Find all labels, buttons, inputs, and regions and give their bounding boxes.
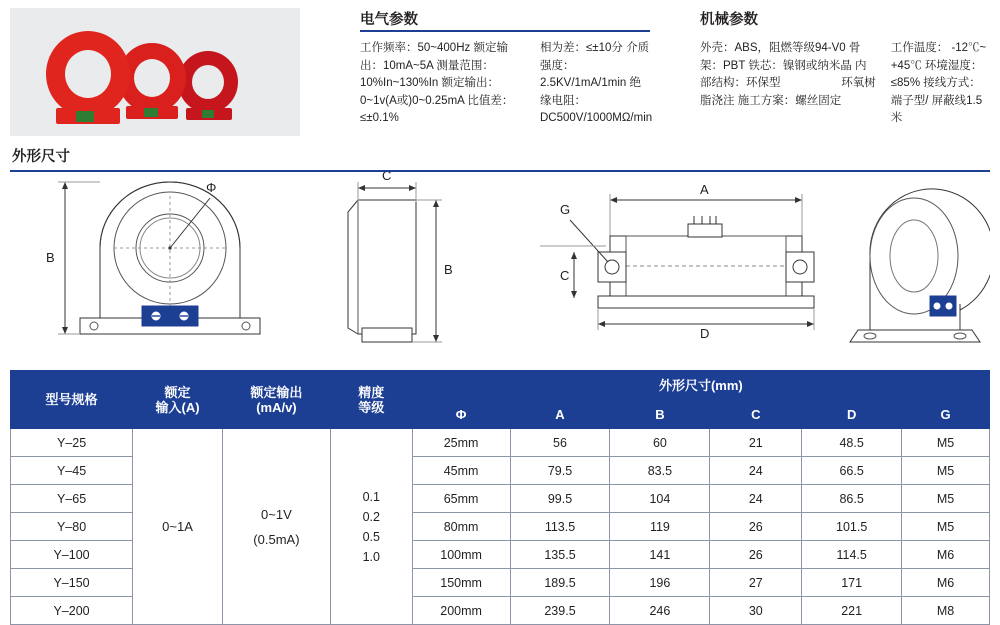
cell-c: 27 — [710, 569, 802, 597]
title-underline — [360, 30, 650, 32]
cell-phi: 80mm — [412, 513, 510, 541]
label-b: B — [444, 262, 453, 277]
section-title-dimensions: 外形尺寸 — [12, 149, 70, 165]
header-dim-d: D — [802, 400, 902, 429]
label-c: C — [382, 172, 392, 183]
cell-d: 48.5 — [802, 429, 902, 457]
cell-a: 239.5 — [510, 597, 610, 625]
cell-b: 104 — [610, 485, 710, 513]
cell-a: 56 — [510, 429, 610, 457]
cell-a: 79.5 — [510, 457, 610, 485]
label-b: B — [46, 250, 55, 265]
spec-col-text: 工作频率：50~400Hz 额定输出：10mA~5A 测量范围：10%In~130%In 额定输出：0~1v(A或)0~0.25mA 比值差：≤±0.1% — [360, 42, 514, 124]
cell-model: Y–65 — [11, 485, 133, 513]
cell-g: M6 — [902, 569, 990, 597]
header-dim-c: C — [710, 400, 802, 429]
cell-rated-input: 0~1A — [133, 429, 223, 625]
cell-g: M6 — [902, 541, 990, 569]
cell-c: 26 — [710, 541, 802, 569]
cell-c: 30 — [710, 597, 802, 625]
label-a: A — [700, 182, 709, 197]
cell-g: M5 — [902, 457, 990, 485]
cell-model: Y–45 — [11, 457, 133, 485]
cell-model: Y–150 — [11, 569, 133, 597]
cell-c: 24 — [710, 457, 802, 485]
header-dim-phi: Φ — [412, 400, 510, 429]
table-header-row — [11, 371, 990, 400]
product-photo — [10, 8, 300, 136]
cell-a: 189.5 — [510, 569, 610, 597]
label-d: D — [700, 326, 710, 341]
cell-phi: 100mm — [412, 541, 510, 569]
dimension-table — [10, 370, 990, 625]
cell-model: Y–100 — [11, 541, 133, 569]
cell-phi: 45mm — [412, 457, 510, 485]
cell-a: 135.5 — [510, 541, 610, 569]
header-dim-a: A — [510, 400, 610, 429]
cell-c: 21 — [710, 429, 802, 457]
spec-group-title: 机械参数 — [700, 12, 758, 28]
cell-d: 114.5 — [802, 541, 902, 569]
cell-model: Y–25 — [11, 429, 133, 457]
cell-rated-output — [222, 429, 330, 625]
cell-d: 101.5 — [802, 513, 902, 541]
header-dim-b: B — [610, 400, 710, 429]
cell-c: 26 — [710, 513, 802, 541]
cell-d: 66.5 — [802, 457, 902, 485]
dimension-drawings — [10, 172, 990, 364]
spec-col-text: 外壳：ABS，阻燃等级94-V0 骨架：PBT 铁芯：镍钢或纳米晶 内部结构：环保型 环氧树脂浇注 施工方案：螺丝固定 — [700, 42, 876, 107]
header-accuracy: 精度 等级 — [330, 371, 412, 429]
cell-b: 246 — [610, 597, 710, 625]
header-rated-output: 额定输出 (mA/v) — [222, 371, 330, 429]
accuracy-0: 0.1 — [362, 489, 380, 504]
cell-b: 60 — [610, 429, 710, 457]
spec-group-title: 电气参数 — [360, 12, 418, 28]
cell-a: 99.5 — [510, 485, 610, 513]
rated-output-line2: (0.5mA) — [253, 531, 300, 547]
cell-b: 83.5 — [610, 457, 710, 485]
header-model: 型号规格 — [11, 371, 133, 429]
spec-group-electrical — [360, 8, 653, 128]
cell-b: 196 — [610, 569, 710, 597]
spec-col-text: 相为差：≤±10分 介质强度： 2.5KV/1mA/1min 绝缘电阻： DC500V/1000MΩ/min — [540, 42, 653, 124]
cell-g: M8 — [902, 597, 990, 625]
cell-phi: 150mm — [412, 569, 510, 597]
label-phi: Φ — [206, 180, 217, 195]
cell-phi: 25mm — [412, 429, 510, 457]
cell-g: M5 — [902, 513, 990, 541]
label-c: C — [560, 268, 570, 283]
accuracy-1: 0.2 — [362, 509, 380, 524]
table-row — [11, 429, 990, 457]
accuracy-3: 1.0 — [362, 549, 380, 564]
header-dimensions: 外形尺寸(mm) — [412, 371, 989, 400]
cell-phi: 200mm — [412, 597, 510, 625]
cell-b: 119 — [610, 513, 710, 541]
cell-a: 113.5 — [510, 513, 610, 541]
cell-d: 86.5 — [802, 485, 902, 513]
spec-col-text: 工作温度： -12℃~ +45℃ 环境湿度：≤85% 接线方式： 端子型/ 屏蔽线1.5米 — [890, 42, 987, 124]
cell-g: M5 — [902, 485, 990, 513]
cell-b: 141 — [610, 541, 710, 569]
label-g: G — [560, 202, 571, 217]
accuracy-2: 0.5 — [362, 529, 380, 544]
cell-d: 171 — [802, 569, 902, 597]
header-dim-g: G — [902, 400, 990, 429]
header-rated-input: 额定 输入(A) — [133, 371, 223, 429]
cell-model: Y–200 — [11, 597, 133, 625]
cell-d: 221 — [802, 597, 902, 625]
cell-c: 24 — [710, 485, 802, 513]
cell-phi: 65mm — [412, 485, 510, 513]
cell-accuracy — [330, 429, 412, 625]
rated-output-line1: 0~1V — [261, 506, 292, 522]
cell-model: Y–80 — [11, 513, 133, 541]
spec-group-mechanical — [700, 8, 990, 128]
cell-g: M5 — [902, 429, 990, 457]
